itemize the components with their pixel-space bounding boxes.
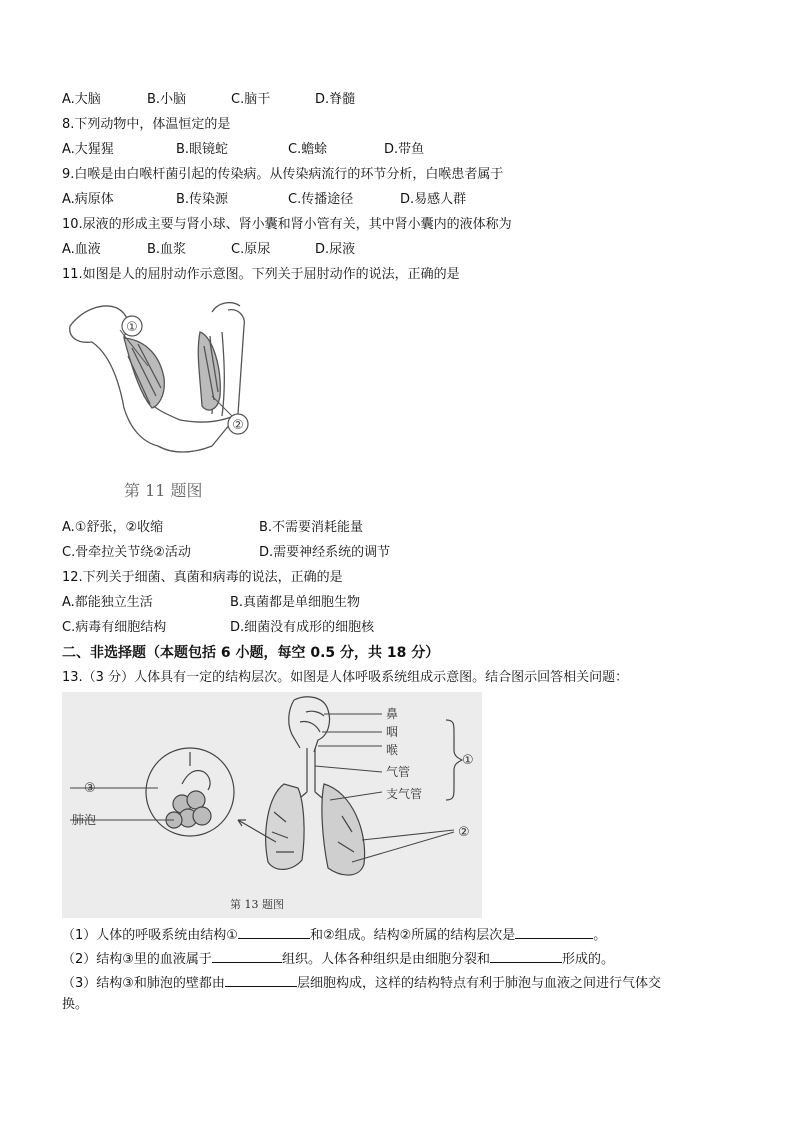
- label-trachea: 气管: [386, 765, 411, 779]
- q8-stem: 8.下列动物中，体温恒定的是: [62, 117, 231, 132]
- q13-sub2: [62, 948, 614, 969]
- q9-option-a: A.病原体: [62, 192, 114, 207]
- q11-stem: 11.如图是人的屈肘动作示意图。下列关于屈肘动作的说法，正确的是: [62, 267, 460, 282]
- q8-option-b: B.眼镜蛇: [176, 142, 229, 157]
- label-pharynx: 咽: [386, 725, 399, 739]
- q9-option-c: C.传播途径: [288, 192, 354, 207]
- q13-sub3: [62, 972, 661, 993]
- section-heading: 二、非选择题（本题包括 6 小题，每空 0.5 分，共 18 分）: [62, 645, 440, 661]
- answer-blank[interactable]: [490, 948, 562, 963]
- q13-sub2-part3: 形成的。: [561, 952, 614, 967]
- q10-stem: 10.尿液的形成主要与肾小球、肾小囊和肾小管有关，其中肾小囊内的液体称为: [62, 217, 512, 232]
- q13-sub2-part2: 组织。人体各种组织是由细胞分裂和: [281, 952, 490, 967]
- label-larynx: 喉: [386, 743, 399, 757]
- figure13-caption: 第 13 题图: [230, 898, 284, 911]
- q12-option-a: A.都能独立生活: [62, 595, 153, 610]
- answer-blank[interactable]: [225, 972, 297, 987]
- label-1: ①: [462, 753, 474, 768]
- figure11-label-2: ②: [232, 418, 244, 433]
- q10-option-a: A.血液: [62, 242, 101, 257]
- q13-sub3-part1: （3）结构③和肺泡的壁都由: [62, 976, 225, 991]
- answer-blank[interactable]: [212, 948, 282, 963]
- q13-stem: 13.（3 分）人体具有一定的结构层次。如图是人体呼吸系统组成示意图。结合图示回答相关问题：: [62, 670, 629, 685]
- brace: [446, 720, 462, 800]
- q8-option-a: A.大猩猩: [62, 142, 114, 157]
- q13-sub1-part2: 和②组成。结构②所属的结构层次是: [309, 928, 516, 943]
- q8-option-d: D.带鱼: [384, 142, 425, 157]
- arm-illustration: [62, 296, 262, 511]
- q9-option-b: B.传染源: [176, 192, 229, 207]
- q7-option-a: A.大脑: [62, 92, 101, 107]
- q12-stem: 12.下列关于细菌、真菌和病毒的说法，正确的是: [62, 570, 343, 585]
- q7-option-b: B.小脑: [147, 92, 187, 107]
- q11-option-d: D.需要神经系统的调节: [259, 545, 391, 560]
- q8-option-c: C.蟾蜍: [288, 142, 328, 157]
- q12-option-c: C.病毒有细胞结构: [62, 620, 167, 635]
- q13-sub3-part2: 层细胞构成，这样的结构特点有利于肺泡与血液之间进行气体交: [296, 976, 661, 991]
- q13-sub1-part1: （1）人体的呼吸系统由结构①: [62, 928, 238, 943]
- q13-sub3-cont: 换。: [62, 997, 89, 1012]
- q7-option-c: C.脑干: [231, 92, 271, 107]
- label-2: ②: [458, 825, 470, 840]
- q12-option-b: B.真菌都是单细胞生物: [230, 595, 361, 610]
- answer-blank[interactable]: [515, 924, 593, 939]
- label-bronchus: 支气管: [386, 787, 423, 801]
- q13-sub2-part1: （2）结构③里的血液属于: [62, 952, 212, 967]
- q10-option-b: B.血浆: [147, 242, 187, 257]
- figure11-caption: 第 11 题图: [124, 481, 203, 500]
- q9-option-d: D.易感人群: [400, 192, 467, 207]
- answer-blank[interactable]: [238, 924, 310, 939]
- label-3: ③: [84, 781, 96, 796]
- label-alveolus: 肺泡: [72, 813, 97, 827]
- elbow-flexion-figure: [62, 296, 262, 511]
- q11-option-c: C.骨牵拉关节绕②活动: [62, 545, 191, 560]
- respiratory-system-figure: [62, 692, 482, 918]
- q7-option-d: D.脊髓: [315, 92, 356, 107]
- q10-option-c: C.原尿: [231, 242, 271, 257]
- q13-sub1-part3: 。: [593, 928, 607, 943]
- q11-option-a: A.①舒张，②收缩: [62, 520, 164, 535]
- q11-option-b: B.不需要消耗能量: [259, 520, 364, 535]
- q13-sub1: [62, 924, 606, 945]
- figure11-label-1: ①: [126, 320, 138, 335]
- respiratory-illustration: [62, 692, 482, 918]
- q12-option-d: D.细菌没有成形的细胞核: [230, 620, 375, 635]
- q10-option-d: D.尿液: [315, 242, 356, 257]
- q9-stem: 9.白喉是由白喉杆菌引起的传染病。从传染病流行的环节分析，白喉患者属于: [62, 167, 504, 182]
- label-nose: 鼻: [386, 707, 399, 721]
